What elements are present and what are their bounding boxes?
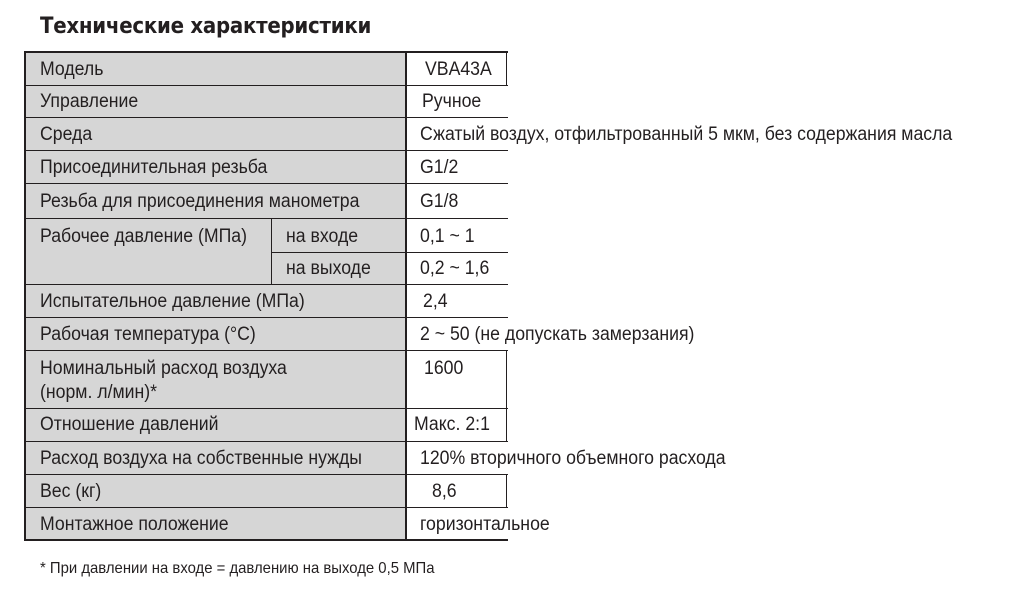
label-own-consumption: Расход воздуха на собственные нужды: [40, 448, 363, 469]
label-model: Модель: [40, 59, 104, 80]
label-medium: Среда: [40, 124, 93, 145]
value-outlet-pressure: 0,2 ~ 1,6: [420, 258, 490, 279]
label-test-pressure: Испытательное давление (МПа): [40, 291, 305, 312]
label-pressure-ratio: Отношение давлений: [40, 414, 219, 435]
value-mounting: горизонтальное: [420, 514, 550, 535]
value-control: Ручное: [422, 91, 482, 112]
label-temperature: Рабочая температура (°С): [40, 324, 256, 345]
label-flow-line1: Номинальный расход воздуха: [40, 358, 287, 379]
value-gauge-thread: G1/8: [420, 191, 459, 212]
value-weight: 8,6: [432, 481, 457, 502]
label-flow-line2: (норм. л/мин)*: [40, 382, 158, 403]
label-thread: Присоединительная резьба: [40, 157, 268, 178]
sublabel-inlet: на входе: [286, 226, 359, 247]
label-working-pressure: Рабочее давление (МПа): [40, 226, 247, 247]
label-gauge-thread: Резьба для присоединения манометра: [40, 191, 360, 212]
value-flow: 1600: [424, 358, 464, 379]
footnote: * При давлении на входе = давлению на выходе 0,5 МПа: [40, 560, 435, 577]
value-model: VBA43A: [425, 59, 492, 80]
section-title: Технические характеристики: [40, 14, 372, 39]
label-weight: Вес (кг): [40, 481, 102, 502]
value-own-consumption: 120% вторичного объемного расхода: [420, 448, 726, 469]
value-test-pressure: 2,4: [423, 291, 448, 312]
value-inlet-pressure: 0,1 ~ 1: [420, 226, 475, 247]
value-temperature: 2 ~ 50 (не допускать замерзания): [420, 324, 695, 345]
label-mounting: Монтажное положение: [40, 514, 229, 535]
sublabel-outlet: на выходе: [286, 258, 371, 279]
value-thread: G1/2: [420, 157, 459, 178]
value-medium: Сжатый воздух, отфильтрованный 5 мкм, без содержания масла: [420, 124, 953, 145]
value-pressure-ratio: Макс. 2:1: [414, 414, 490, 435]
label-control: Управление: [40, 91, 139, 112]
